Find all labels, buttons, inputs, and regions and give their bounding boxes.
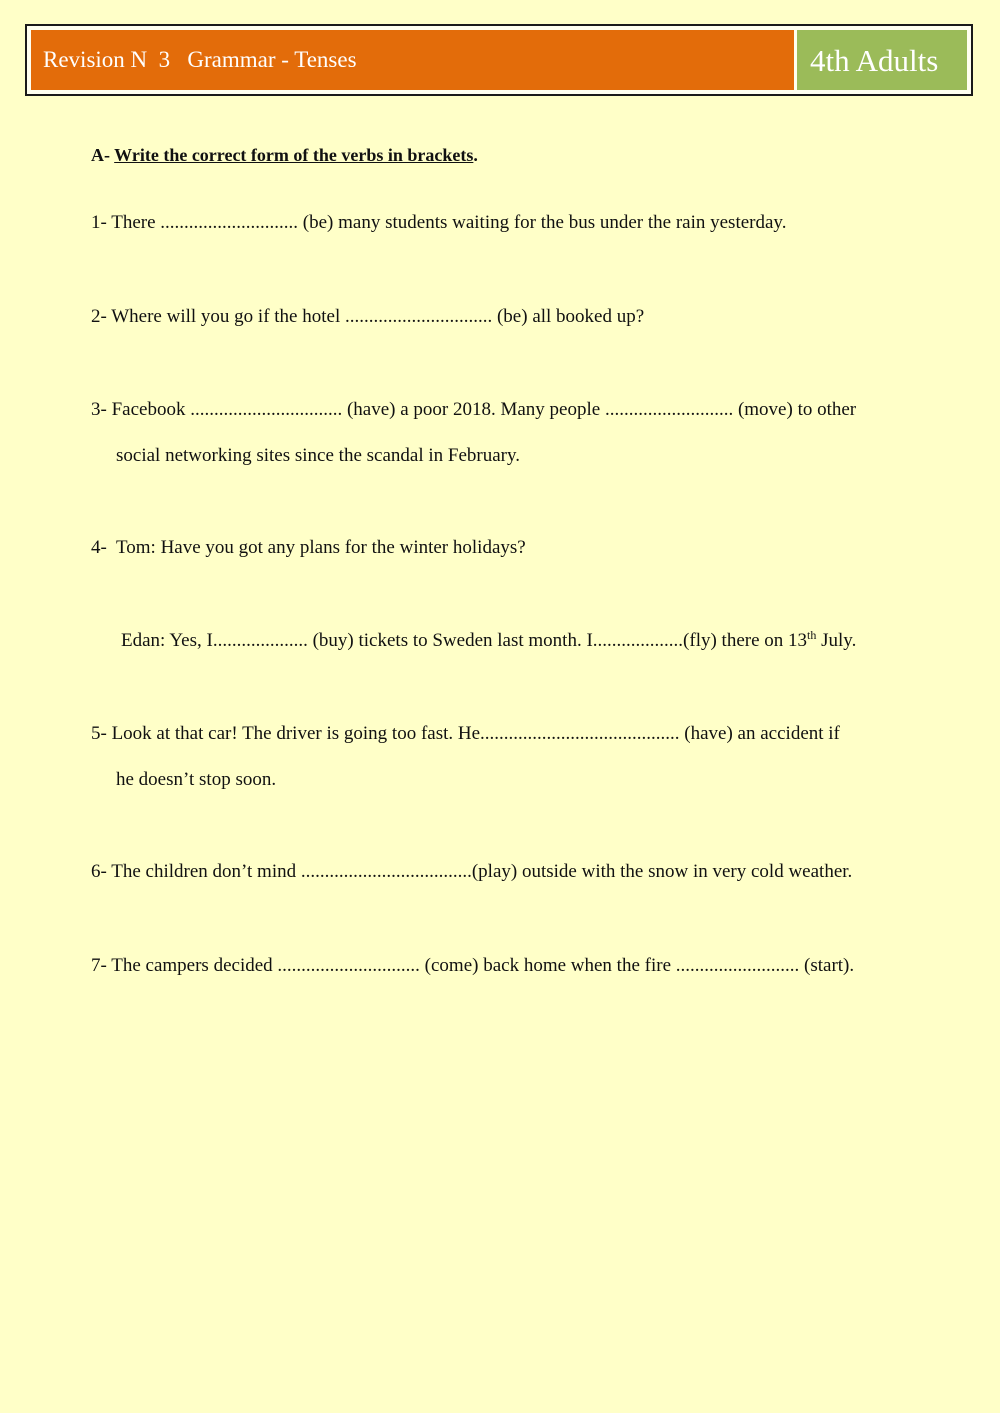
question-1: 1- There ............................. (be) many students waiting for the bus under the rain yesterday.	[91, 212, 787, 233]
question-2: 2- Where will you go if the hotel ............................... (be) all booked up?	[91, 306, 645, 327]
question-4-line-2-end: July.	[816, 630, 857, 651]
question-4-line-2	[121, 630, 856, 652]
question-3-line-2: social networking sites since the scandal in February.	[116, 445, 520, 466]
question-3-line-1: 3- Facebook ................................ (have) a poor 2018. Many people ........................... (move) to other	[91, 399, 857, 420]
question-6: 6- The children don’t mind ....................................(play) outside with the snow in very cold weather.	[91, 861, 853, 882]
question-4-line-1: 4- Tom: Have you got any plans for the winter holidays?	[91, 537, 526, 558]
worksheet-header	[25, 24, 973, 96]
ordinal-suffix: th	[807, 628, 817, 642]
question-5-line-1: 5- Look at that car! The driver is going too fast. He.......................................... (have) an accident if	[91, 723, 840, 744]
section-suffix: .	[473, 145, 478, 165]
header-title: Revision N 3 Grammar - Tenses	[31, 30, 794, 90]
section-instruction: Write the correct form of the verbs in brackets	[114, 145, 474, 165]
section-heading	[91, 145, 478, 166]
header-level-badge: 4th Adults	[797, 30, 967, 90]
section-prefix: A-	[91, 145, 115, 165]
question-4-line-2-start: Edan: Yes, I.................... (buy) tickets to Sweden last month. I...................(fly) there on 13	[121, 630, 808, 651]
question-5-line-2: he doesn’t stop soon.	[116, 769, 277, 790]
question-7: 7- The campers decided .............................. (come) back home when the fire .......................... (start).	[91, 955, 855, 976]
